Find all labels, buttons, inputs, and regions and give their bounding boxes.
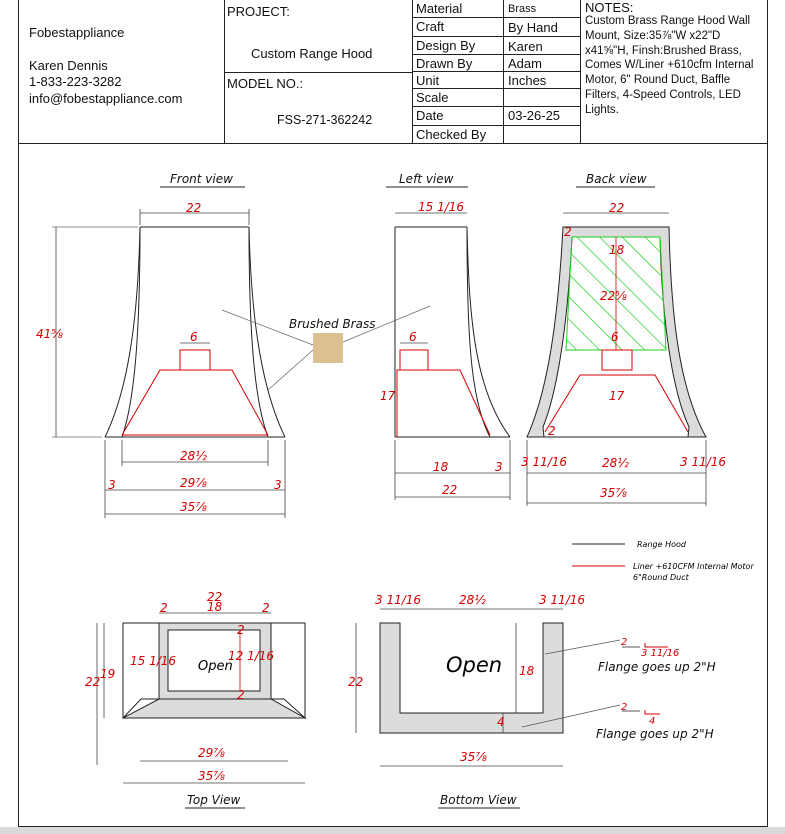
front-dim-side-right: 3 — [274, 478, 282, 492]
legend-liner-line1: Liner +610CFM Internal Motor — [633, 562, 754, 571]
back-dim-wall: 2 — [564, 225, 572, 239]
spec-value-date: 03-26-25 — [508, 108, 561, 123]
top-dim-outer: 22 — [207, 590, 223, 604]
finish-label: Brushed Brass — [289, 317, 376, 331]
left-dim-depth: 22 — [442, 483, 458, 497]
legend-liner-line2: 6"Round Duct — [633, 573, 689, 582]
spec-label-scale: Scale — [416, 90, 449, 105]
top-dim-depth: 15 1/16 — [130, 654, 177, 668]
front-dim-side-left: 3 — [108, 478, 116, 492]
front-dim-total-width: 35⅞ — [180, 500, 207, 514]
left-dimension-lines — [395, 213, 510, 500]
top-dim-wall-bottom: 2 — [237, 688, 245, 702]
spec-label-unit: Unit — [416, 73, 440, 88]
bottom-view-title: Bottom View — [440, 793, 517, 807]
left-dim-liner-depth: 18 — [433, 460, 449, 474]
top-dim-inner-width: 29⅞ — [198, 746, 225, 760]
back-dim-duct: 6 — [611, 330, 619, 344]
left-view-title: Left view — [399, 172, 454, 186]
spec-label-date: Date — [416, 108, 444, 123]
top-dim-side-right: 2 — [262, 601, 270, 615]
model-label: MODEL NO.: — [227, 76, 304, 91]
front-dim-height: 41⅝ — [36, 327, 63, 341]
left-dim-liner-height: 17 — [380, 389, 396, 403]
phone-number: 1-833-223-3282 — [29, 74, 122, 89]
back-dim-total-width: 35⅞ — [600, 486, 627, 500]
front-dim-top-width: 22 — [186, 201, 202, 215]
flange-note-2: Flange goes up 2"H — [596, 727, 714, 741]
top-view-title: Top View — [187, 793, 241, 807]
project-value: Custom Range Hood — [251, 46, 373, 61]
back-dim-liner-width: 28½ — [602, 456, 629, 470]
back-dim-liner-height: 17 — [609, 389, 625, 403]
notes-text: Custom Brass Range Hood Wall Mount, Size:35⅞"W x22"D x41⅝"H, Finsh:Brushed Brass, Comes W/Liner +610cfm Internal Motor, 6" Round Duct, Baffle Filters, 4-Speed Controls, LED Lights. — [585, 15, 754, 116]
bottom-dim-inner-width: 28½ — [459, 593, 486, 607]
spec-label-design: Design By — [416, 38, 476, 53]
back-dim-top: 22 — [609, 201, 625, 215]
flange-dim-height-1: 2 — [621, 637, 628, 648]
left-dim-duct: 6 — [409, 330, 417, 344]
top-open-label: Open — [198, 659, 233, 674]
front-dim-liner-width: 28½ — [180, 449, 207, 463]
spec-value-unit: Inches — [508, 73, 547, 88]
top-dim-outer-depth: 19 — [100, 667, 116, 681]
top-dim-inner-depth: 12 1/16 — [228, 649, 275, 663]
spec-value-craft: By Hand — [508, 20, 558, 35]
top-dim-total-depth: 22 — [85, 675, 101, 689]
flange-dim-width: 4 — [649, 716, 656, 727]
notes-title: NOTES: — [585, 0, 634, 15]
spec-label-drawn: Drawn By — [416, 56, 473, 71]
bottom-dim-side-right: 3 11/16 — [539, 593, 586, 607]
back-view-title: Back view — [586, 172, 647, 186]
left-dim-gap: 3 — [495, 460, 503, 474]
bottom-dim-depth: 22 — [348, 675, 364, 689]
flange-dim-side: 3 11/16 — [641, 648, 680, 659]
back-dim-mid-height: 22⅝ — [600, 289, 627, 303]
left-dim-top: 15 1/16 — [418, 200, 465, 214]
project-label: PROJECT: — [227, 4, 290, 19]
front-view-title: Front view — [170, 172, 233, 186]
top-dim-wall-top: 2 — [237, 623, 245, 637]
top-dim-side-left: 2 — [160, 601, 168, 615]
bottom-dim-side-left: 3 11/16 — [375, 593, 422, 607]
back-dim-side-right: 3 11/16 — [680, 455, 727, 469]
top-dim-inner: 18 — [207, 600, 223, 614]
spec-value-material: Brass — [508, 3, 537, 15]
page-bottom-bar — [0, 827, 785, 834]
spec-label-checked: Checked By — [416, 127, 487, 142]
front-dimension-lines — [56, 209, 285, 518]
front-view — [52, 227, 285, 437]
contact-name: Karen Dennis — [29, 58, 108, 73]
bottom-open-label: Open — [446, 653, 503, 677]
model-value: FSS-271-362242 — [277, 113, 373, 127]
bottom-dim-inner-depth: 18 — [519, 664, 535, 678]
back-dim-bottom-wall: 2 — [548, 424, 556, 438]
spec-label-craft: Craft — [416, 19, 445, 34]
flange-dim-height-2: 2 — [621, 702, 628, 713]
email-address: info@fobestappliance.com — [29, 91, 183, 106]
spec-value-design: Karen — [508, 39, 543, 54]
top-dim-total-width: 35⅞ — [198, 769, 225, 783]
flange-note-1: Flange goes up 2"H — [598, 660, 716, 674]
front-dim-inner-width: 29⅞ — [180, 476, 207, 490]
bottom-dim-flange: 4 — [497, 715, 505, 729]
front-dim-duct: 6 — [190, 330, 198, 344]
bottom-dim-total-width: 35⅞ — [460, 750, 487, 764]
bottom-view — [380, 623, 563, 733]
spec-label-material: Material — [416, 1, 463, 16]
back-dim-inner-width: 18 — [609, 243, 625, 257]
brass-swatch — [313, 333, 343, 363]
legend-range-hood: Range Hood — [637, 540, 686, 549]
front-liner — [122, 350, 268, 435]
spec-value-drawn: Adam — [508, 56, 542, 71]
back-dim-side-left: 3 11/16 — [521, 455, 568, 469]
company-name: Fobestappliance — [29, 25, 125, 40]
